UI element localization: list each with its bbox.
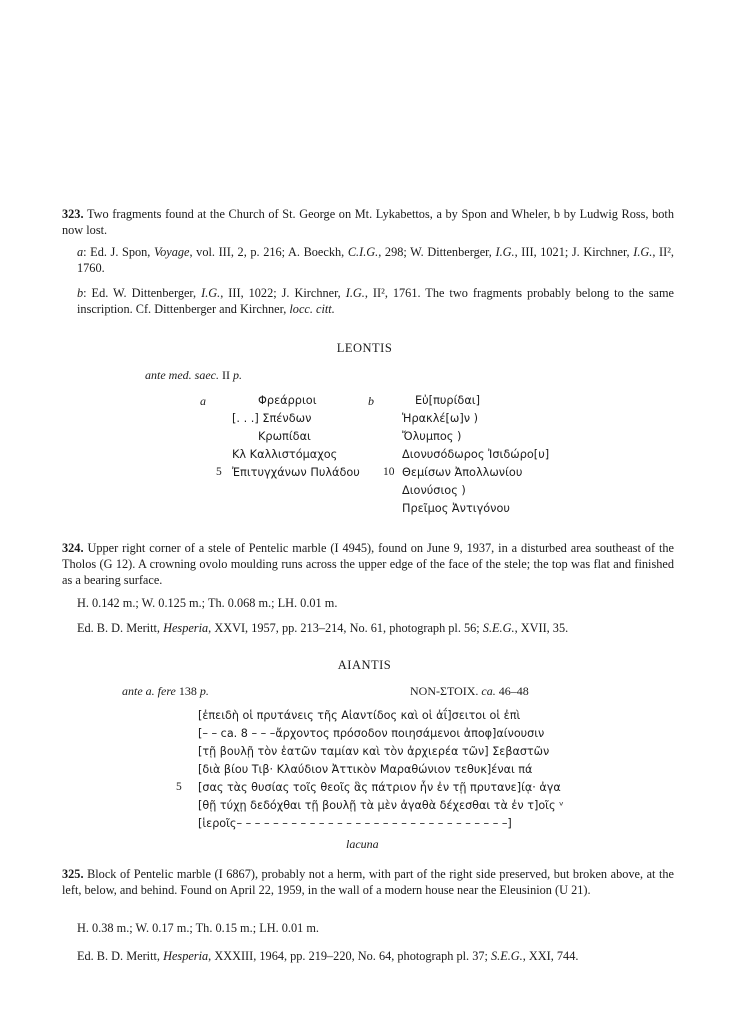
col-a-line-1: Φρεάρριοι — [258, 394, 317, 407]
inscription-line-1: [ἐπειδὴ οἱ πρυτάνεις τῆς Αἰαντίδος καὶ οἱ ἀΐ]σειτοι οἱ ἐπὶ — [198, 709, 521, 722]
col-b-line-5: Θεμίσων Ἀπολλωνίου — [402, 466, 523, 479]
entry-323-ref-b: b: Ed. W. Dittenberger, I.G., III, 1022; J. Kirchner, I.G., II², 1761. The two fragments probably belong to the same inscription. Cf. Dittenberger and Kirchner, locc. citt. — [77, 286, 674, 316]
col-a-line-5: Ἐπιτυγχάνων Πυλάδου — [232, 466, 360, 479]
inscription-line-5: [σας τὰς θυσίας τοῖς θεοῖς ἃς πάτριον ἦν ἐν τῇ πρυτανε]ίᾳ· ἀγα — [198, 781, 561, 794]
inscription-line-number-5: 5 — [176, 781, 182, 793]
column-a-label: a — [200, 394, 206, 408]
inscription-line-3: [τῇ βουλῇ τὸν ἑατῶν ταμίαν καὶ τὸν ἀρχιερέα τῶν] Σεβαστῶν — [198, 745, 550, 758]
entry-324-stoichedon: NON-ΣΤΟΙΧ. ca. 46–48 — [410, 684, 529, 698]
entry-324-date: ante a. fere 138 p. — [122, 684, 209, 698]
entry-324-measures: H. 0.142 m.; W. 0.125 m.; Th. 0.068 m.; LH. 0.01 m. — [77, 596, 338, 610]
section-heading-aiantis: AIANTIS — [337, 658, 392, 672]
col-b-line-7: Πρεῖμος Ἀντιγόνου — [402, 502, 510, 515]
col-a-line-3: Κρωπίδαι — [258, 430, 311, 443]
col-b-line-3: Ὄλυμπος ) — [402, 430, 462, 443]
entry-325-edition: Ed. B. D. Meritt, Hesperia, XXXIII, 1964, pp. 219–220, No. 64, photograph pl. 37; S.E.G., XXI, 744. — [77, 949, 579, 963]
entry-325-description: 325. Block of Pentelic marble (I 6867), probably not a herm, with part of the right side preserved, but broken above, at the left, below, and behind. Found on April 22, 1959, in the wall of a modern house near the Eleusinion (U 21). — [62, 867, 674, 897]
col-a-line-4: Κλ Καλλιστόμαχος — [232, 448, 338, 461]
inscription-line-4: [διὰ βίου Τιβ· Κλαύδιον Ἀττικὸν Μαραθώνιον τεθυκ]έναι πά — [198, 763, 533, 776]
entry-323-number: 323. — [62, 207, 84, 221]
entry-324-number: 324. — [62, 541, 84, 555]
col-b-line-6: Διονύσιος ) — [402, 484, 466, 497]
section-heading-leontis: LEONTIS — [336, 341, 393, 355]
col-b-line-1: Εὐ[πυρίδαι] — [415, 394, 481, 407]
col-b-line-number-10: 10 — [383, 466, 395, 478]
entry-323-description: 323. Two fragments found at the Church of St. George on Mt. Lykabettos, a by Spon and Wheler, b by Ludwig Ross, both now lost. — [62, 207, 674, 237]
inscription-line-6: [θῇ τύχῃ δεδόχθαι τῇ βουλῇ τὰ μὲν ἀγαθὰ δέχεσθαι τὰ ἐν τ]οῖς ᵛ — [198, 799, 564, 812]
col-a-line-2: [. . .] Σπένδων — [232, 412, 312, 425]
lacuna-label: lacuna — [346, 837, 379, 851]
inscription-line-7: [ἱεροῖς– – – – – – – – – – – – – – – – – – – – – – – – – – – – – –] — [198, 817, 512, 830]
col-b-line-4: Διονυσόδωρος Ἰσιδώρο[υ] — [402, 448, 550, 461]
col-b-line-2: Ἡρακλέ[ω]ν ) — [402, 412, 479, 425]
inscription-line-2: [– – ca. 8 – – –ἄρχοντος πρόσοδον ποιησάμενοι ἀποφ]αίνουσιν — [198, 727, 545, 740]
entry-324-description: 324. Upper right corner of a stele of Pentelic marble (I 4945), found on June 9, 1937, in a disturbed area southeast of the Tholos (G 12). A crowning ovolo moulding runs across the upper edge of the face of the stele; the top was flat and finished as a bearing surface. — [62, 541, 674, 587]
entry-325-measures: H. 0.38 m.; W. 0.17 m.; Th. 0.15 m.; LH. 0.01 m. — [77, 921, 319, 935]
entry-323-ref-a: a: Ed. J. Spon, Voyage, vol. III, 2, p. 216; A. Boeckh, C.I.G., 298; W. Dittenberger, I.G., III, 1021; J. Kirchner, I.G., II², 1760. — [77, 245, 674, 275]
entry-323-date: ante med. saec. II p. — [145, 368, 242, 382]
entry-325-number: 325. — [62, 867, 84, 881]
column-b-label: b — [368, 394, 374, 408]
entry-324-edition: Ed. B. D. Meritt, Hesperia, XXVI, 1957, pp. 213–214, No. 61, photograph pl. 56; S.E.G., XVII, 35. — [77, 621, 569, 635]
col-a-line-number-5: 5 — [216, 466, 222, 478]
